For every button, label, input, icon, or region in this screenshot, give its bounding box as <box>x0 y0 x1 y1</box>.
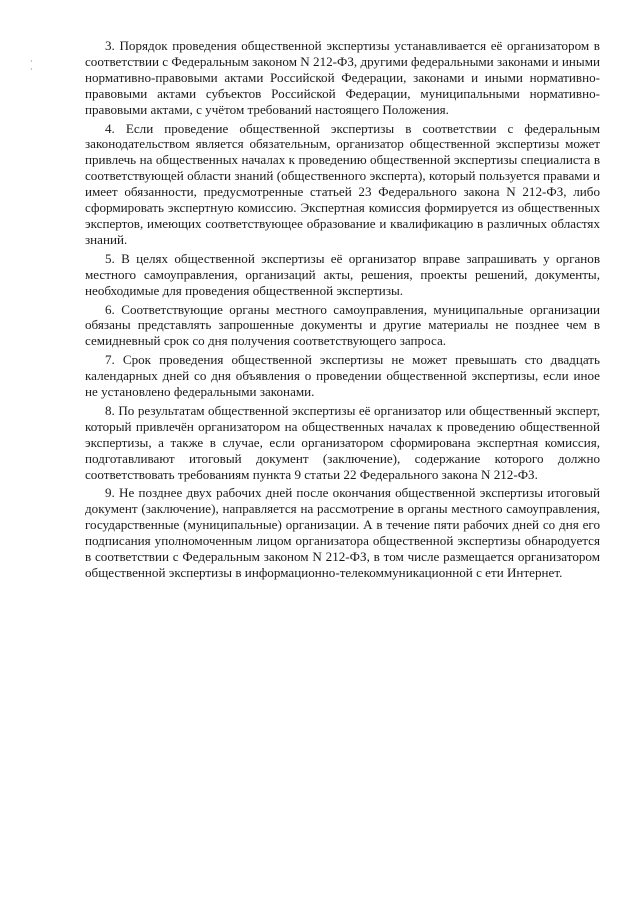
paragraph-5: 5. В целях общественной экспертизы её организатор вправе запрашивать у органов местного самоуправления, организаций акты, решения, проекты решений, документы, необходимые для проведения общественной экспертизы. <box>85 250 600 298</box>
paragraph-7: 7. Срок проведения общественной экспертизы не может превышать сто двадцать календарных дней со дня объявления о проведении общественной экспертизы, если иное не установлено федеральными законами. <box>85 352 600 400</box>
paragraph-8: 8. По результатам общественной экспертизы её организатор или общественный эксперт, который привлечён организатором на общественных началах к проведению общественной экспертизы, а также в случае, если организатором сформирована экспертная комиссия, подготавливают итоговый документ (заключение), содержание которого должно соответствовать требованиям пункта 9 статьи 22 Федерального закона N 212-ФЗ. <box>85 402 600 482</box>
paragraph-9: 9. Не позднее двух рабочих дней после окончания общественной экспертизы итоговый документ (заключение), направляется на рассмотрение в органы местного самоуправления, государственные (муниципальные) организации. А в течение пяти рабочих дней со дня его подписания уполномоченным лицом организатора общественной экспертизы обнародуется в соответствии с Федеральным законом N 212-ФЗ, в том числе размещается организатором общественной экспертизы в информационно-телекоммуникационной с ети Интернет. <box>85 485 600 580</box>
paragraph-4: 4. Если проведение общественной экспертизы в соответствии с федеральным законодательством является обязательным, организатор общественной экспертизы может привлечь на общественных началах к проведению общественной экспертизы специалиста в соответствующей области знаний (общественного эксперта), который пользуется правами и имеет обязанности, предусмотренные статьей 23 Федерального закона N 212-ФЗ, либо сформировать экспертную комиссию. Экспертная комиссия формируется из общественных экспертов, имеющих соответствующее образование и квалификацию в различных областях знаний. <box>85 120 600 247</box>
paragraph-3: 3. Порядок проведения общественной экспертизы устанавливается её организатором в соответствии с Федеральным законом N 212-ФЗ, другими федеральными законами и иными нормативно-правовыми актами Российской Федерации, законами и иными нормативно-правовыми актами субъектов Российской Федерации, муниципальными нормативно-правовыми актами, с учётом требований настоящего Положения. <box>85 38 600 117</box>
paragraph-6: 6. Соответствующие органы местного самоуправления, муниципальные организации обязаны представлять запрошенные документы и другие материалы не позднее чем в семидневный срок со дня получения соответствующего запроса. <box>85 301 600 349</box>
margin-mark: · · <box>30 57 33 74</box>
